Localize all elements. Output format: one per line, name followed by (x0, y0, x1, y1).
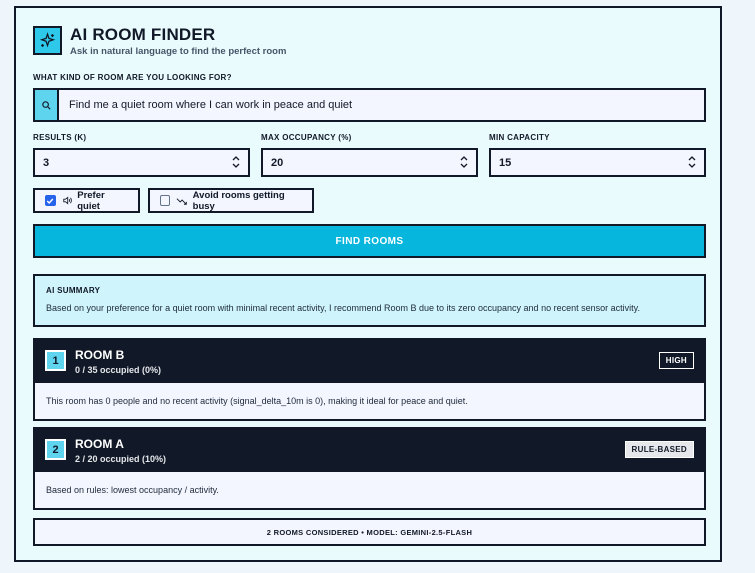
results-k-value: 3 (43, 156, 50, 169)
header (33, 26, 286, 57)
room-occupancy: 2 / 20 occupied (10%) (75, 454, 167, 464)
speaker-icon (62, 195, 73, 206)
results-k-field[interactable] (33, 148, 250, 177)
page-title: AI ROOM FINDER (70, 25, 216, 44)
max-occupancy-label: MAX OCCUPANCY (%) (261, 133, 352, 142)
room-name: ROOM B (75, 348, 125, 362)
room-finder-panel (14, 6, 722, 562)
summary-heading: AI SUMMARY (46, 286, 101, 295)
search-box (33, 88, 706, 122)
find-rooms-button[interactable]: FIND ROOMS (33, 224, 706, 258)
avoid-busy-toggle[interactable] (148, 188, 314, 213)
prefer-quiet-checkbox[interactable] (45, 195, 56, 206)
room-name: ROOM A (75, 437, 124, 451)
confidence-badge: RULE-BASED (625, 441, 694, 458)
avoid-busy-label: Avoid rooms getting busy (192, 189, 285, 212)
avoid-busy-checkbox[interactable] (160, 195, 170, 206)
sparkles-icon (33, 26, 62, 55)
status-footer: 2 ROOMS CONSIDERED • MODEL: GEMINI-2.5-FLASH (33, 518, 706, 546)
result-card-header (35, 429, 704, 472)
result-card[interactable] (33, 338, 706, 421)
summary-text: Based on your preference for a quiet room with minimal recent activity, I recommend Room B due to its zero occupancy and no recent sensor activity. (46, 303, 640, 313)
spinner-icon[interactable] (460, 155, 468, 169)
min-capacity-label: MIN CAPACITY (489, 133, 550, 142)
rank-badge: 1 (45, 350, 66, 371)
min-capacity-value: 15 (499, 156, 512, 169)
result-card-header (35, 340, 704, 383)
query-input[interactable] (59, 90, 704, 120)
spinner-icon[interactable] (688, 155, 696, 169)
results-label: RESULTS (K) (33, 133, 87, 142)
room-occupancy: 0 / 35 occupied (0%) (75, 365, 162, 375)
result-reason: Based on rules: lowest occupancy / activity. (35, 472, 704, 508)
prefer-quiet-label: Prefer quiet (77, 189, 105, 212)
spinner-icon[interactable] (232, 155, 240, 169)
max-occupancy-field[interactable] (261, 148, 478, 177)
max-occupancy-value: 20 (271, 156, 284, 169)
prefer-quiet-toggle[interactable] (33, 188, 140, 213)
min-capacity-field[interactable] (489, 148, 706, 177)
confidence-badge: HIGH (659, 352, 694, 369)
search-icon (35, 90, 59, 120)
rank-badge: 2 (45, 439, 66, 460)
query-label: WHAT KIND OF ROOM ARE YOU LOOKING FOR? (33, 73, 232, 82)
ai-summary (33, 274, 706, 327)
result-card[interactable] (33, 427, 706, 510)
trending-down-icon (176, 196, 187, 206)
page-subtitle: Ask in natural language to find the perfect room (70, 46, 287, 57)
result-reason: This room has 0 people and no recent activity (signal_delta_10m is 0), making it ideal for peace and quiet. (35, 383, 704, 419)
